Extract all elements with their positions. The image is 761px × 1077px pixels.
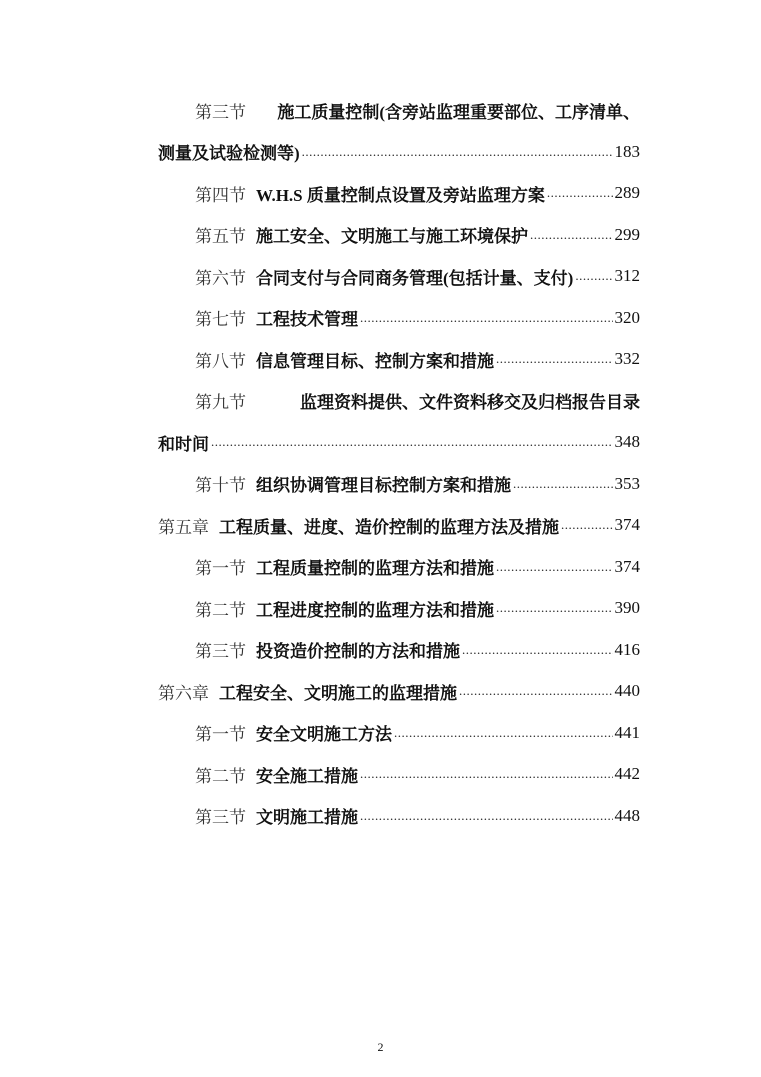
toc-entry[interactable] xyxy=(158,677,640,705)
toc-entry-title: 组织协调管理目标控制方案和措施 xyxy=(256,476,511,495)
toc-entry-title: 文明施工措施 xyxy=(256,808,358,827)
toc-entry-page: 416 xyxy=(614,639,640,659)
toc-entry-page: 289 xyxy=(614,183,640,202)
toc-entry-page: 448 xyxy=(614,805,640,825)
toc-entry-prefix: 第六节 xyxy=(195,268,246,288)
toc-entry-page: 183 xyxy=(614,141,640,161)
toc-entry-prefix: 第六章 xyxy=(158,683,209,703)
dot-leader xyxy=(496,600,613,622)
toc-entry-title: 工程安全、文明施工的监理措施 xyxy=(219,683,457,703)
toc-entry[interactable] xyxy=(195,387,640,415)
toc-entry-title: 监理资料提供、文件资料移交及归档报告目录 xyxy=(300,393,640,412)
toc-entry[interactable] xyxy=(195,594,640,622)
toc-entry-prefix: 第九节 xyxy=(195,393,246,412)
toc-entry-page: 442 xyxy=(614,764,640,783)
dot-leader xyxy=(360,808,613,830)
toc-entry[interactable] xyxy=(195,179,640,207)
toc-entry-title: 工程质量控制的监理方法和措施 xyxy=(256,559,494,578)
toc-entry-title-continued: 测量及试验检测等) xyxy=(158,144,300,163)
toc-entry[interactable] xyxy=(158,511,640,539)
toc-entry-title: W.H.S 质量控制点设置及旁站监理方案 xyxy=(256,185,545,205)
toc-entry[interactable] xyxy=(158,428,640,456)
toc-entry-page: 353 xyxy=(614,473,640,493)
toc-entry-title: 施工质量控制(含旁站监理重要部位、工序清单、 xyxy=(277,102,640,122)
dot-leader xyxy=(360,766,613,788)
toc-entry-prefix: 第三节 xyxy=(195,102,246,122)
toc-entry-prefix: 第二节 xyxy=(195,766,246,786)
toc-entry-prefix: 第五章 xyxy=(158,517,209,537)
dot-leader xyxy=(211,434,613,456)
toc-entry-prefix: 第一节 xyxy=(195,559,246,578)
toc-entry-page: 374 xyxy=(614,556,640,576)
dot-leader xyxy=(496,559,613,581)
toc-entry-prefix: 第七节 xyxy=(195,310,246,329)
toc-entry-title: 安全文明施工方法 xyxy=(256,725,392,744)
toc-entry[interactable] xyxy=(195,221,640,249)
dot-leader xyxy=(302,144,613,166)
toc-entry-title-continued: 和时间 xyxy=(158,434,209,454)
dot-leader xyxy=(547,185,613,207)
toc-entry-title: 施工安全、文明施工与施工环境保护 xyxy=(256,227,528,246)
toc-entry-title: 信息管理目标、控制方案和措施 xyxy=(256,351,494,371)
toc-entry-prefix: 第八节 xyxy=(195,351,246,371)
toc-entry-prefix: 第五节 xyxy=(195,227,246,246)
dot-leader xyxy=(360,310,613,332)
toc-entry-page: 374 xyxy=(614,515,640,534)
toc-entry-page: 441 xyxy=(614,722,640,742)
toc-entry-page: 440 xyxy=(614,681,640,700)
toc-entry[interactable] xyxy=(195,553,640,581)
toc-entry-title: 合同支付与合同商务管理(包括计量、支付) xyxy=(256,268,574,288)
toc-entry-page: 320 xyxy=(614,307,640,327)
toc-entry[interactable] xyxy=(195,304,640,332)
toc-entry[interactable] xyxy=(195,760,640,788)
dot-leader xyxy=(459,683,613,705)
toc-entry-prefix: 第三节 xyxy=(195,808,246,827)
toc-entry[interactable] xyxy=(195,262,640,290)
toc-entry-page: 312 xyxy=(614,266,640,285)
dot-leader xyxy=(496,351,613,373)
toc-entry-title: 安全施工措施 xyxy=(256,766,358,786)
dot-leader xyxy=(462,642,613,664)
dot-leader xyxy=(394,725,613,747)
toc-entry[interactable] xyxy=(158,138,640,166)
page-number: 2 xyxy=(377,1040,384,1054)
toc-entry-page: 348 xyxy=(614,432,640,451)
toc-entry-title: 投资造价控制的方法和措施 xyxy=(256,642,460,661)
toc-entry-page: 390 xyxy=(614,598,640,617)
toc-entry-page: 332 xyxy=(614,349,640,368)
toc-entry-prefix: 第三节 xyxy=(195,642,246,661)
dot-leader xyxy=(530,227,613,249)
toc-entry[interactable] xyxy=(195,719,640,747)
toc-entry-prefix: 第二节 xyxy=(195,600,246,620)
toc-entry-title: 工程技术管理 xyxy=(256,310,358,329)
toc-entry[interactable] xyxy=(195,345,640,373)
toc-entry[interactable] xyxy=(195,802,640,830)
dot-leader xyxy=(513,476,613,498)
toc-entry-prefix: 第四节 xyxy=(195,185,246,205)
toc-entry-title: 工程进度控制的监理方法和措施 xyxy=(256,600,494,620)
toc-entry-prefix: 第一节 xyxy=(195,725,246,744)
toc-entry[interactable] xyxy=(195,96,640,124)
toc-entry-title: 工程质量、进度、造价控制的监理方法及措施 xyxy=(219,517,559,537)
dot-leader xyxy=(575,268,612,290)
dot-leader xyxy=(561,517,613,539)
toc-entry[interactable] xyxy=(195,470,640,498)
toc-entry-prefix: 第十节 xyxy=(195,476,246,495)
toc-entry[interactable] xyxy=(195,636,640,664)
toc-entry-page: 299 xyxy=(614,224,640,244)
